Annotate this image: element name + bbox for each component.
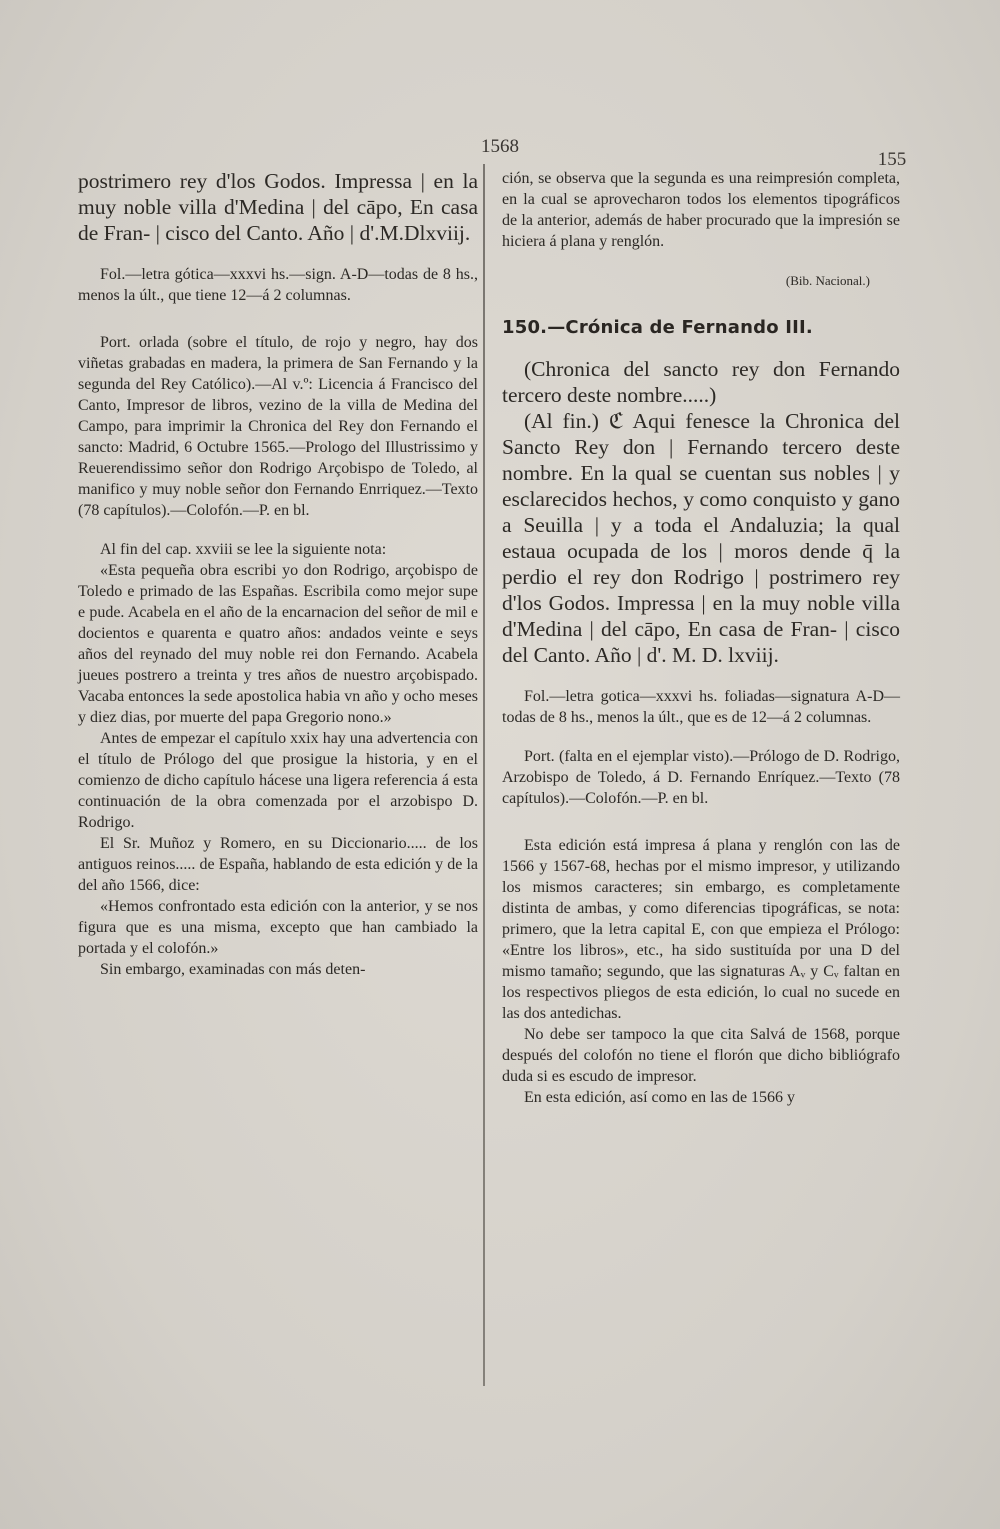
- munoz-quote: «Hemos confrontado esta edición con la anterior, y se nos figura que es una misma, excepto que han cambiado la portada y el colofón.»: [78, 898, 478, 957]
- colophon-transcription: (Al fin.) ℭ Aqui fenesce la Chronica del Sancto Rey don | Fernando tercero deste nombre. En la qual se cuentan sus nobles | y esclarecidos hechos, y como conquisto y gano a Seuilla | y a toda el Andaluzia; la qual estaua ocupada de los | moros dende q̄ la perdio el rey don Rodrigo | postrimero rey d'los Godos. Impressa | en la muy noble villa d'Medina | del cāpo, En casa de Fran- | cisco del Canto. Año | d'. M. D. lxviij.: [502, 409, 900, 667]
- entry-heading: 150.—Crónica de Fernando III.: [502, 317, 813, 338]
- edition-note: Esta edición está impresa á plana y renglón con las de 1566 y 1567-68, hechas por el mismo impresor, y utilizando los mismos caracteres; sin embargo, es completamente distinta de ambas, y como diferencias tipográficas, se nota: primero, que la letra capital E, con que empieza el Prólogo: «Entre los libros», etc., ha sido sustituída por una D del mismo tamaño; segundo, que las signaturas Aᵥ y Cᵥ faltan en los respectivos pliegos de esta edición, lo cual no sucede en las dos antedichas.: [502, 837, 900, 1022]
- physical-description: Fol.—letra gótica—xxxvi hs.—sign. A-D—todas de 8 hs., menos la últ., que tiene 12—á 2 columnas.: [78, 266, 478, 304]
- final-note-start: En esta edición, así como en las de 1566 y: [524, 1089, 796, 1106]
- colophon-continuation: postrimero rey d'los Godos. Impressa | en la muy noble villa d'Medina | del cāpo, En casa de Fran- | cisco del Canto. Año | d'.M.Dlxviij.: [78, 169, 478, 245]
- salva-note: No debe ser tampoco la que cita Salvá de 1568, porque después del colofón no tiene el florón que dicho bibliógrafo duda si es escudo de impresor.: [502, 1026, 900, 1085]
- portada-description: Port. orlada (sobre el título, de rojo y negro, hay dos viñetas grabadas en madera, la primera de San Fernando y la segunda del Rey Católico).—Al v.º: Licencia á Francisco del Canto, Impresor de libros, vezino de la villa de Medina del Campo, para imprimir la Chronica del Rey don Fernando el sancto: Madrid, 6 Octubre 1565.—Prologo del Illustrissimo y Reuerendissimo señor don Rodrigo Arçobispo de Toledo, al manifico y muy noble señor don Fernando Enrriquez.—Texto (78 capítulos).—Colofón.—P. en bl.: [78, 334, 478, 519]
- portada-description: Port. (falta en el ejemplar visto).—Prólogo de D. Rodrigo, Arzobispo de Toledo, á D. Fernando Enríquez.—Texto (78 capítulos).—Colofón.—P. en bl.: [502, 748, 900, 807]
- munoz-paragraph: El Sr. Muñoz y Romero, en su Diccionario..... de los antiguos reinos..... de España, hablando de esta edición y de la del año 1566, dice:: [78, 835, 478, 894]
- left-column: [78, 168, 478, 980]
- quoted-note: «Esta pequeña obra escribi yo don Rodrigo, arçobispo de Toledo e primado de las Españas. Escribila como mejor supe e pude. Acabela en el año de la encarnacion del señor de mil e docientos e quarenta e quatro años: andados veinte e seys años del reynado del muy noble rei don Fernando. Acabela jueues postrero a treinta y tres años de nuestro arçobispado. Vacaba entonces la sede apostolica habia vn año y ocho meses y diez dias, por muerte del papa Gregorio nono.»: [78, 562, 478, 726]
- note-intro: Al fin del cap. xxviii se lee la siguiente nota:: [100, 541, 387, 558]
- running-header-year: 1568: [481, 136, 519, 157]
- right-column: [502, 168, 900, 1108]
- previous-entry-continuation: ción, se observa que la segunda es una reimpresión completa, en la cual se aprovecharon todos los elementos tipográficos de la anterior, además de haber procurado que la impresión se hiciera á plana y renglón.: [502, 170, 900, 250]
- physical-description: Fol.—letra gotica—xxxvi hs. foliadas—signatura A-D—todas de 8 hs., menos la últ., que es de 12—á 2 columnas.: [502, 688, 900, 726]
- prologo-paragraph: Antes de empezar el capítulo xxix hay una advertencia con el título de Prólogo del que prosigue la historia, y en el comienzo de dicho capítulo hácese una ligera referencia á esta continuación de la obra comenzada por el arzobispo D. Rodrigo.: [78, 730, 478, 831]
- title-transcription: (Chronica del sancto rey don Fernando tercero deste nombre.....): [502, 357, 900, 407]
- source-library: (Bib. Nacional.): [785, 273, 870, 288]
- column-divider: [483, 164, 485, 1386]
- page-number: 155: [877, 149, 907, 170]
- continuation-paragraph: Sin embargo, examinadas con más deten-: [100, 961, 366, 978]
